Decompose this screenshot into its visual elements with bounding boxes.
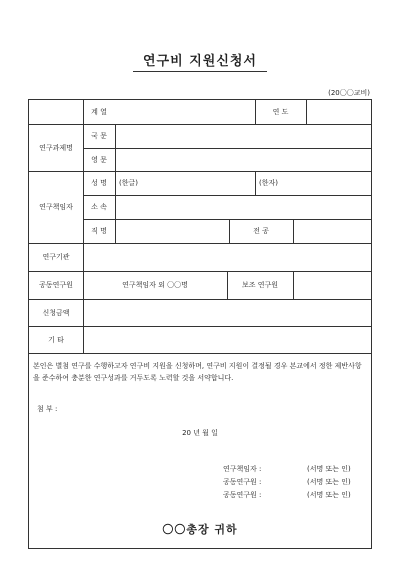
rule [255,171,256,195]
signature-role: 연구책임자 : [223,465,262,473]
closing-addressee: 〇〇총장 귀하 [162,523,238,536]
rule [29,353,371,354]
attachment-label: 첨 부 : [37,405,58,413]
label-affiliation: 소 속 [91,203,107,211]
label-rank: 직 명 [91,227,107,235]
declaration-text: 본인은 별첨 연구를 수행하고자 연구비 지원을 신청하며, 연구비 지원이 결정될 경우 본교에서 정한 제반사항을 준수하여 충분한 연구성과를 거두도록 노력할 것을 서약합니다. [33,362,362,382]
label-major: 전 공 [253,227,269,235]
label-co-researchers: 공동연구원 [39,281,73,289]
signature-mark[interactable]: (서명 또는 인) [307,465,351,473]
label-amount: 신청금액 [42,308,70,317]
rule [83,148,371,149]
label-year: 연 도 [272,108,289,116]
label-project-title: 연구과제명 [39,143,73,152]
rule [293,219,294,243]
co-researchers-value[interactable]: 연구책임자 외 〇〇명 [122,281,188,289]
date-line: 20 년 월 일 [182,429,218,437]
name-hanja-field[interactable]: (한자) [259,179,278,187]
rule [293,271,294,299]
form-title [0,50,400,72]
label-name: 성 명 [91,179,107,187]
label-other: 기 타 [48,335,64,344]
rule [83,195,371,196]
label-korean: 국 문 [91,132,107,140]
label-english: 영 문 [91,155,107,164]
rule [306,100,307,124]
form-title-text: 연구비 지원신청서 [133,50,267,72]
label-principal-investigator: 연구책임자 [39,203,73,211]
signature-mark[interactable]: (서명 또는 인) [307,478,351,486]
label-institution: 연구기관 [42,253,70,261]
name-hangul-field[interactable]: (한글) [119,179,138,187]
rule [115,124,116,243]
rule [83,219,371,220]
fiscal-year-note: (20〇〇교비) [328,89,370,97]
signature-role: 공동연구원 : [223,491,262,499]
label-assistant: 보조 연구원 [241,281,279,289]
signature-role: 공동연구원 : [223,478,262,486]
label-category: 계 열 [91,108,107,116]
signature-mark[interactable]: (서명 또는 인) [307,491,351,499]
application-form [28,99,372,549]
